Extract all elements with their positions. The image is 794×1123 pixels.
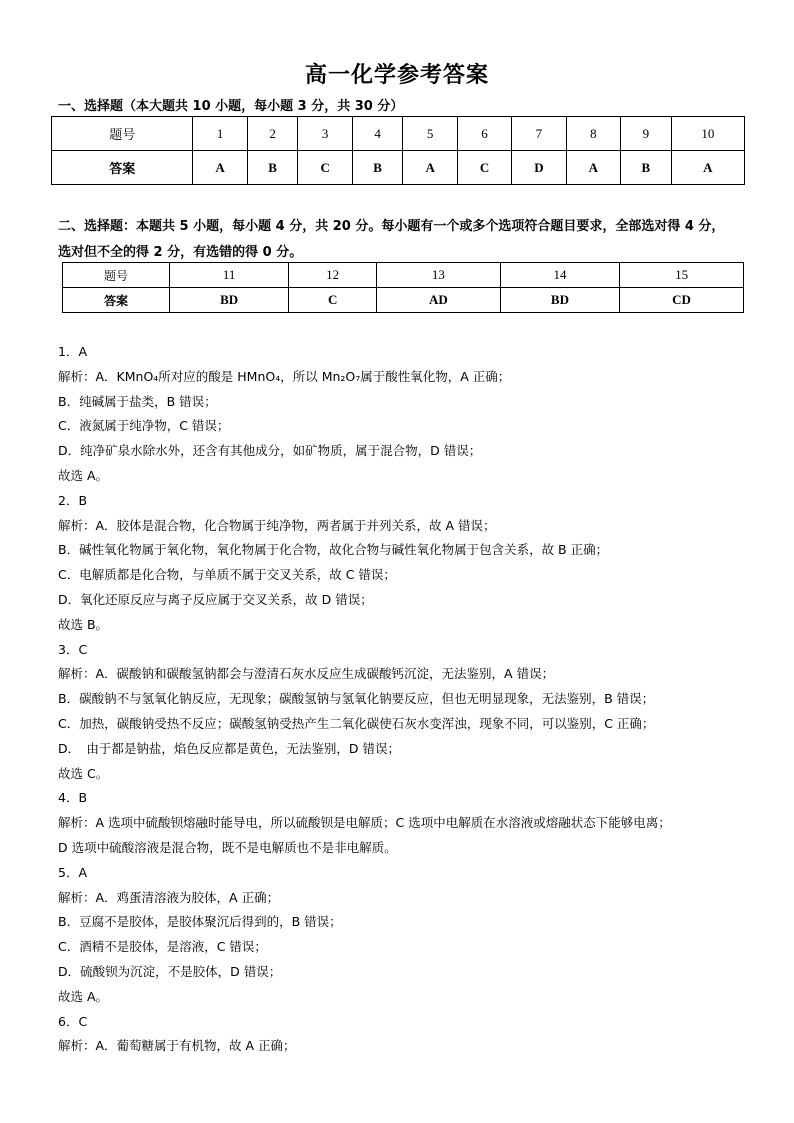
explanation-line: B．碱性氧化物属于氧化物，氧化物属于化合物，故化合物与碱性氧化物属于包含关系，故 B 正确； — [58, 542, 609, 558]
section2-heading-line2: 选对但不全的得 2 分，有选错的得 0 分。 — [58, 245, 303, 260]
explanation-line: 解析：A．碳酸钠和碳酸氢钠都会与澄清石灰水反应生成碳酸钙沉淀，无法鉴别，A 错误； — [58, 666, 555, 682]
explanation-line: 解析：A．胶体是混合物，化合物属于纯净物，两者属于并列关系，故 A 错误； — [58, 517, 496, 533]
explanation-line: 2．B — [58, 492, 88, 508]
question-number: 9 — [621, 117, 672, 151]
question-number: 1 — [193, 117, 247, 151]
explanation-line: B．纯碱属于盐类，B 错误； — [58, 393, 217, 409]
explanation-line: 4．B — [58, 790, 88, 806]
explanation-line: 解析：A．葡萄糖属于有机物，故 A 正确； — [58, 1038, 296, 1054]
answer-table-1 — [51, 116, 745, 185]
answer-cell: C — [298, 151, 352, 185]
question-number: 6 — [457, 117, 511, 151]
question-number: 15 — [620, 263, 744, 288]
explanation-line: D．纯净矿泉水除水外，还含有其他成分，如矿物质，属于混合物，D 错误； — [58, 443, 482, 459]
explanation-line: D． 由于都是钠盐，焰色反应都是黄色，无法鉴别，D 错误； — [58, 740, 400, 756]
question-number: 3 — [298, 117, 352, 151]
explanation-line: B．碳酸钠不与氢氧化钠反应，无现象；碳酸氢钠与氢氧化钠要反应，但也无明显现象，无法鉴别，B 错误； — [58, 691, 655, 707]
answer-cell: A — [566, 151, 620, 185]
explanation-line: 6．C — [58, 1013, 88, 1029]
section2-heading-line1: 二、选择题：本题共 5 小题，每小题 4 分，共 20 分。每小题有一个或多个选项符合题目要求，全部选对得 4 分， — [58, 219, 725, 234]
explanation-line: 故选 B。 — [58, 616, 109, 632]
explanation-line: 故选 A。 — [58, 467, 109, 483]
answer-cell: BD — [170, 288, 289, 313]
question-number: 2 — [247, 117, 298, 151]
section2-heading — [58, 214, 748, 266]
answer-cell: B — [621, 151, 672, 185]
question-number: 11 — [170, 263, 289, 288]
answer-cell: BD — [500, 288, 619, 313]
page-title: 高一化学参考答案 — [304, 63, 489, 88]
explanation-line: D．硫酸钡为沉淀，不是胶体，D 错误； — [58, 963, 282, 979]
section1-heading: 一、选择题（本大题共 10 小题，每小题 3 分，共 30 分） — [58, 99, 404, 114]
answer-cell: C — [289, 288, 377, 313]
explanation-line: 故选 C。 — [58, 765, 109, 781]
table-answer-label: 答案 — [52, 151, 193, 185]
explanation-line: C．加热，碳酸钠受热不反应；碳酸氢钠受热产生二氧化碳使石灰水变浑浊，现象不同，可以鉴别，C 正确； — [58, 715, 655, 731]
explanation-line: C．液氮属于纯净物，C 错误； — [58, 418, 230, 434]
answer-cell: B — [352, 151, 403, 185]
answer-cell: B — [247, 151, 298, 185]
answer-cell: CD — [620, 288, 744, 313]
answer-table-2 — [62, 262, 744, 313]
explanation-line: 解析：A．鸡蛋清溶液为胶体，A 正确； — [58, 889, 280, 905]
table-header-label: 题号 — [52, 117, 193, 151]
question-number: 12 — [289, 263, 377, 288]
explanation-line: 故选 A。 — [58, 988, 109, 1004]
question-number: 8 — [566, 117, 620, 151]
question-number: 4 — [352, 117, 403, 151]
explanation-line: C．酒精不是胶体，是溶液，C 错误； — [58, 939, 267, 955]
explanation-line: 3．C — [58, 641, 88, 657]
question-number: 7 — [512, 117, 566, 151]
explanation-line: 解析：A．KMnO₄所对应的酸是 HMnO₄，所以 Mn₂O₇属于酸性氧化物，A 正确； — [58, 368, 511, 384]
table-header-label: 题号 — [63, 263, 170, 288]
explanation-line: D 选项中硫酸溶液是混合物，既不是电解质也不是非电解质。 — [58, 839, 397, 855]
answer-cell: A — [671, 151, 744, 185]
explanation-line: D．氧化还原反应与离子反应属于交叉关系，故 D 错误； — [58, 591, 373, 607]
answer-cell: A — [403, 151, 457, 185]
answer-cell: AD — [376, 288, 500, 313]
question-number: 5 — [403, 117, 457, 151]
explanation-line: 5．A — [58, 864, 88, 880]
question-number: 13 — [376, 263, 500, 288]
explanations — [58, 340, 758, 1059]
question-number: 14 — [500, 263, 619, 288]
explanation-line: 1．A — [58, 344, 88, 359]
answer-cell: A — [193, 151, 247, 185]
table-answer-label: 答案 — [63, 288, 170, 313]
answer-cell: D — [512, 151, 566, 185]
explanation-line: C．电解质都是化合物，与单质不属于交叉关系，故 C 错误； — [58, 567, 396, 583]
question-number: 10 — [671, 117, 744, 151]
answer-cell: C — [457, 151, 511, 185]
explanation-line: B．豆腐不是胶体，是胶体聚沉后得到的，B 错误； — [58, 914, 342, 930]
explanation-line: 解析：A 选项中硫酸钡熔融时能导电，所以硫酸钡是电解质；C 选项中电解质在水溶液或熔融状态下能够电离； — [58, 815, 671, 831]
